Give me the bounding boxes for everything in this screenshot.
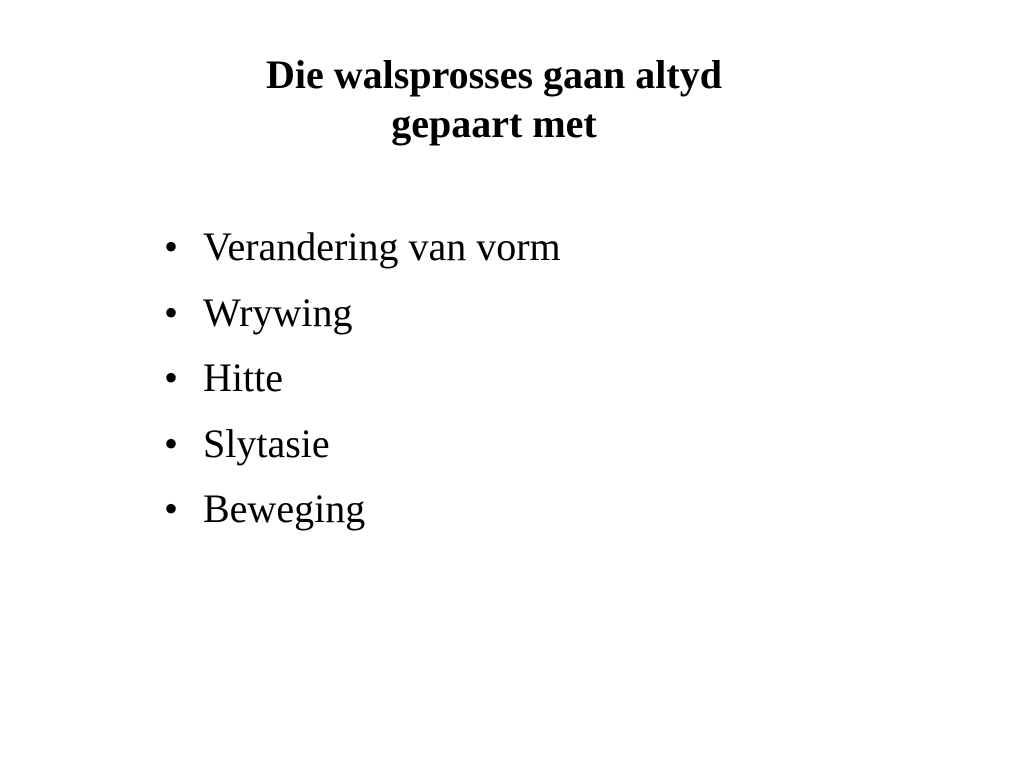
bullet-item-slytasie bbox=[164, 411, 561, 477]
bullet-icon: • bbox=[164, 420, 179, 466]
bullet-item-hitte bbox=[164, 345, 561, 411]
bullet-text: Beweging bbox=[203, 486, 366, 531]
slide-title-line-1: Die walsprosses gaan altyd bbox=[266, 52, 722, 97]
bullet-text: Hitte bbox=[203, 355, 283, 400]
bullet-item-beweging bbox=[164, 476, 561, 542]
bullet-text: Verandering van vorm bbox=[203, 224, 561, 269]
slide-title-line-2: gepaart met bbox=[391, 101, 597, 146]
bullet-text: Wrywing bbox=[203, 289, 353, 335]
bullet-icon: • bbox=[164, 486, 179, 531]
bullet-item-verandering bbox=[164, 214, 561, 280]
bullet-icon: • bbox=[164, 355, 179, 400]
bullet-icon: • bbox=[164, 224, 179, 269]
bullet-icon: • bbox=[164, 289, 179, 335]
bullet-list bbox=[164, 214, 561, 542]
bullet-text: Slytasie bbox=[203, 420, 330, 466]
bullet-item-wrywing bbox=[164, 280, 561, 346]
slide-title bbox=[112, 50, 876, 148]
